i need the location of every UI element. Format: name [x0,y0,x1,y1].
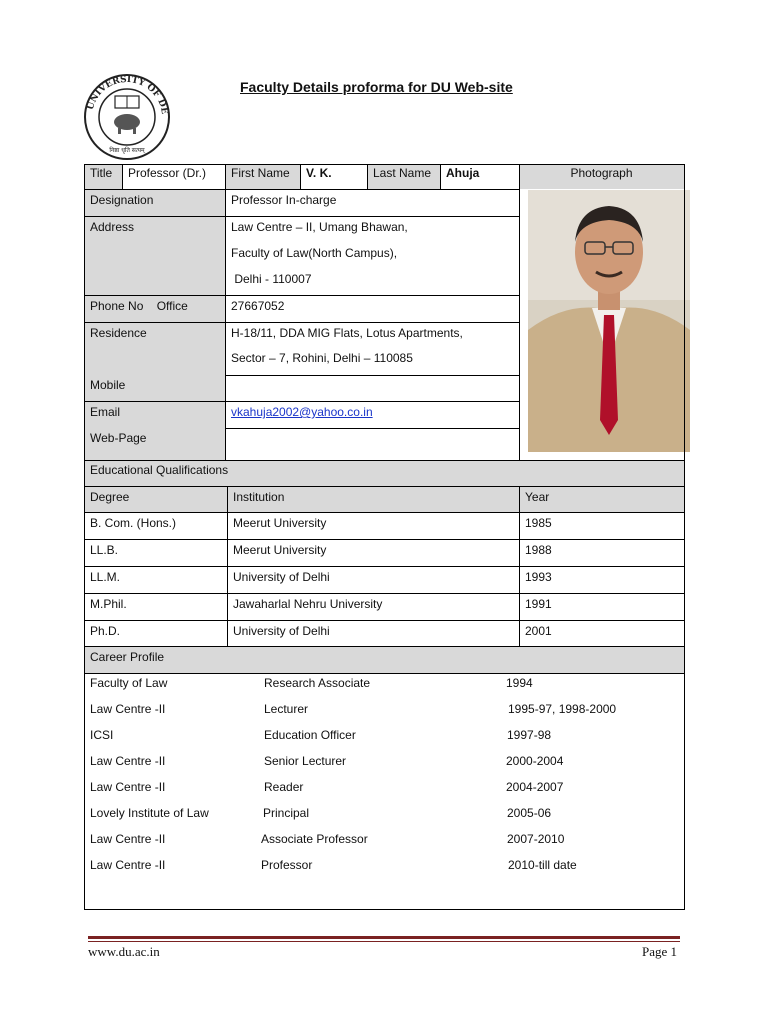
career-institution: Law Centre -II [90,832,166,846]
career-period: 2000-2004 [506,754,564,768]
edu-year: 1988 [525,543,552,557]
edu-year: 1985 [525,516,552,530]
edu-institution: Meerut University [233,543,327,557]
career-period: 1994 [506,676,533,690]
divider [519,164,520,460]
education-section-label: Educational Qualifications [90,463,229,477]
career-institution: Lovely Institute of Law [90,806,209,820]
career-position: Reader [264,780,304,794]
divider [84,322,519,323]
divider [519,486,520,646]
photograph-label: Photograph [570,166,633,180]
title-value: Professor (Dr.) [128,166,207,180]
email-link[interactable]: vkahuja2002@yahoo.co.in [231,405,373,419]
address-label: Address [90,220,135,234]
edu-institution: Meerut University [233,516,327,530]
edu-header-year: Year [525,490,550,504]
divider [84,512,684,513]
divider [84,593,684,594]
designation-label: Designation [90,193,154,207]
career-institution: Faculty of Law [90,676,168,690]
address-line: Law Centre – II, Umang Bhawan, [231,220,408,234]
email-label: Email [90,405,121,419]
career-period: 2005-06 [507,806,552,820]
designation-value: Professor In-charge [231,193,337,207]
divider [84,620,684,621]
edu-header-institution: Institution [233,490,285,504]
residence-label: Residence [90,326,147,340]
career-position: Research Associate [264,676,371,690]
divider [84,401,519,402]
career-institution: Law Centre -II [90,754,166,768]
phone-label: Phone No Office [90,299,188,313]
career-position: Senior Lecturer [264,754,347,768]
career-position: Education Officer [264,728,356,742]
divider [84,673,684,674]
seal-motto: निष्ठा धृति सत्यम् [109,147,145,154]
edu-institution: Jawaharlal Nehru University [233,597,383,611]
career-period: 1997-98 [507,728,552,742]
first-name-label: First Name [231,166,290,180]
last-name-label: Last Name [373,166,432,180]
divider [227,486,228,646]
career-position: Associate Professor [261,832,368,846]
footer-rule-thin [88,941,680,942]
edu-degree: B. Com. (Hons.) [90,516,177,530]
footer-website[interactable]: www.du.ac.in [88,944,160,959]
university-seal [82,72,172,162]
divider [84,646,684,647]
divider [84,566,684,567]
seal-ring-text: UNIVERSITY OF DE [85,74,169,116]
edu-institution: University of Delhi [233,570,330,584]
edu-year: 1991 [525,597,552,611]
career-institution: Law Centre -II [90,858,166,872]
career-position: Lecturer [264,702,309,716]
career-period: 2004-2007 [506,780,564,794]
divider [84,539,684,540]
first-name-value: V. K. [306,166,332,180]
edu-header-degree: Degree [90,490,130,504]
divider [225,375,519,376]
residence-line: H-18/11, DDA MIG Flats, Lotus Apartments, [231,326,463,340]
title-label: Title [90,166,113,180]
divider [84,216,519,217]
divider [84,486,684,487]
edu-header-bg [84,486,684,512]
career-institution: Law Centre -II [90,780,166,794]
career-period: 1995-97, 1998-2000 [508,702,617,716]
divider [84,460,684,461]
footer-page-number: Page 1 [641,944,677,959]
residence-line: Sector – 7, Rohini, Delhi – 110085 [231,351,413,365]
career-position: Principal [263,806,310,820]
career-section-bg [84,646,684,673]
divider [84,189,519,190]
address-line: Delhi - 110007 [231,272,312,286]
career-institution: ICSI [90,728,114,742]
edu-year: 1993 [525,570,552,584]
mobile-label: Mobile [90,378,126,392]
faculty-photograph [528,190,690,452]
last-name-value: Ahuja [446,166,480,180]
career-position: Professor [261,858,313,872]
career-period: 2010-till date [508,858,577,872]
career-period: 2007-2010 [507,832,565,846]
career-institution: Law Centre -II [90,702,166,716]
svg-text:UNIVERSITY OF DELHI [82,72,169,115]
table-border-bottom [84,909,685,910]
edu-degree: LL.M. [90,570,121,584]
table-border-right [684,164,685,909]
phone-value: 27667052 [231,299,285,313]
address-line: Faculty of Law(North Campus), [231,246,398,260]
edu-year: 2001 [525,624,552,638]
edu-degree: Ph.D. [90,624,121,638]
webpage-label: Web-Page [90,431,147,445]
edu-institution: University of Delhi [233,624,330,638]
footer-rule-thick [88,936,680,939]
table-border-left [84,164,85,909]
divider [225,428,519,429]
edu-degree: M.Phil. [90,597,127,611]
edu-degree: LL.B. [90,543,119,557]
career-section-label: Career Profile [90,650,165,664]
page-title: Faculty Details proforma for DU Web-site [240,79,513,95]
divider [84,295,519,296]
email-cell [225,404,373,420]
